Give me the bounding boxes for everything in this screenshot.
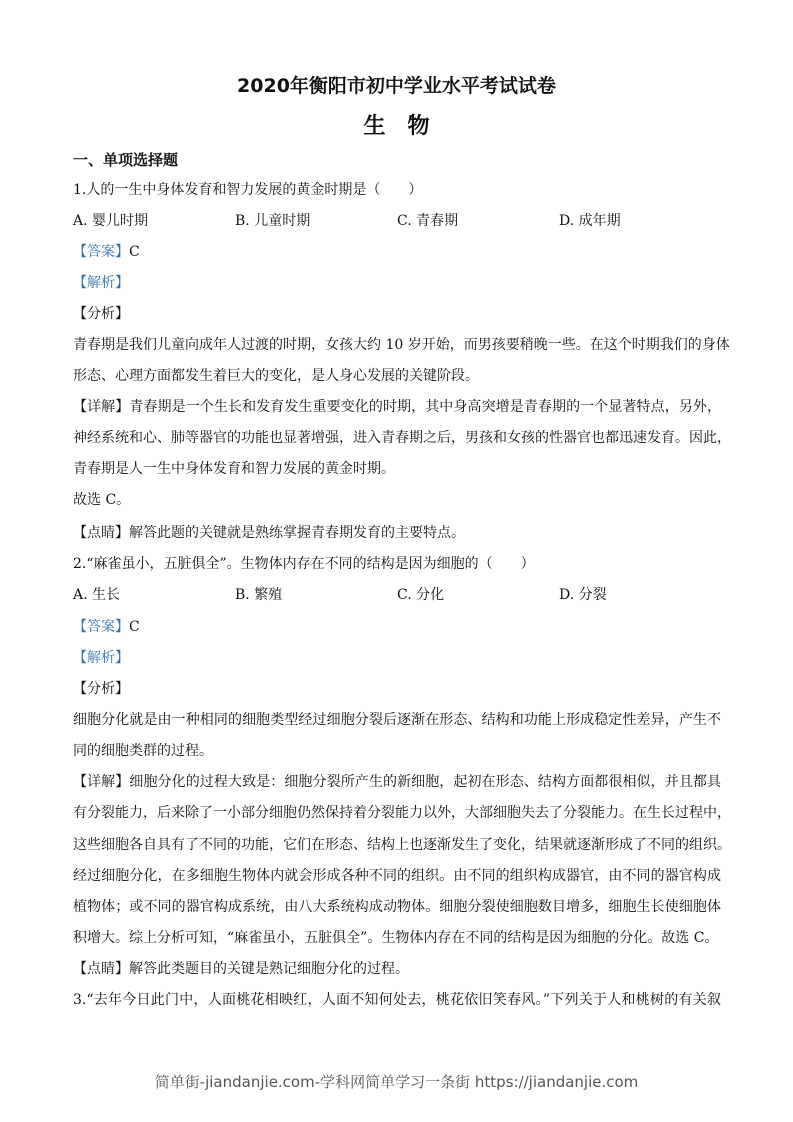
question-1-stem: 1.人的一生中身体发育和智力发展的黄金时期是（ ） — [73, 182, 423, 198]
q1-analysis-line: 青春期是我们儿童向成年人过渡的时期，女孩大约 10 岁开始，而男孩要稍晚一些。在这个时期我们的身体 — [73, 337, 730, 353]
q2-option-c: C. 分化 — [397, 587, 445, 603]
answer-value: C — [129, 619, 140, 635]
q1-jiexi-label: 【解析】 — [73, 275, 129, 291]
q2-option-a: A. 生长 — [73, 587, 121, 603]
q1-option-a: A. 婴儿时期 — [73, 213, 149, 229]
q2-detail-line: 有分裂能力，后来除了一小部分细胞仍然保持着分裂能力以外，大部细胞失去了分裂能力。在生长过程中， — [73, 805, 731, 821]
q1-detail-line: 青春期是人一生中身体发育和智力发展的黄金时期。 — [73, 461, 395, 477]
q1-fenxi-label: 【分析】 — [73, 306, 129, 322]
q2-tip: 【点睛】解答此类题目的关键是熟记细胞分化的过程。 — [73, 961, 409, 977]
q1-option-b: B. 儿童时期 — [235, 213, 311, 229]
q1-tip: 【点睛】解答此题的关键就是熟练掌握青春期发育的主要特点。 — [73, 525, 465, 541]
exam-title: 2020年衡阳市初中学业水平考试试卷 — [237, 75, 556, 97]
q2-jiexi-label: 【解析】 — [73, 650, 129, 666]
q1-option-d: D. 成年期 — [559, 213, 621, 229]
q2-detail-line: 【详解】细胞分化的过程大致是：细胞分裂所产生的新细胞，起初在形态、结构方面都很相似，并且都具 — [73, 774, 721, 790]
q1-detail-line: 神经系统和心、肺等器官的功能也显著增强，进入青春期之后，男孩和女孩的性器官也都迅速发育。因此， — [73, 430, 731, 446]
q2-option-b: B. 繁殖 — [235, 587, 283, 603]
q2-option-d: D. 分裂 — [559, 587, 607, 603]
q2-detail-line: 这些细胞各自具有了不同的功能，它们在形态、结构上也逐渐发生了变化，结果就逐渐形成了不同的组织。 — [73, 837, 731, 853]
q1-option-c: C. 青春期 — [397, 213, 459, 229]
question-3-stem: 3.“去年今日此门中，人面桃花相映红，人面不知何处去，桃花依旧笑春风。”下列关于人和桃树的有关叙 — [73, 992, 721, 1008]
q2-analysis-line: 同的细胞类群的过程。 — [73, 743, 213, 759]
q2-analysis-line: 细胞分化就是由一种相同的细胞类型经过细胞分裂后逐渐在形态、结构和功能上形成稳定性差异，产生不 — [73, 712, 721, 728]
subject-title: 生 物 — [363, 114, 430, 139]
answer-label: 【答案】 — [73, 244, 129, 260]
q2-fenxi-label: 【分析】 — [73, 681, 129, 697]
q2-detail-line: 经过细胞分化，在多细胞生物体内就会形成各种不同的组织。由不同的组织构成器官，由不同的器官构成 — [73, 868, 721, 884]
q2-answer — [73, 618, 721, 636]
page-footer: 简单街-jiandanjie.com-学科网简单学习一条街 https://jiandanjie.com — [154, 1073, 639, 1091]
q2-detail-line: 植物体；或不同的器官构成系统，由八大系统构成动物体。细胞分裂使细胞数目增多，细胞生长使细胞体 — [73, 899, 721, 915]
section-heading: 一、单项选择题 — [73, 151, 179, 169]
answer-value: C — [129, 244, 140, 260]
question-2-stem: 2.“麻雀虽小，五脏俱全”。生物体内存在不同的结构是因为细胞的（ ） — [73, 556, 535, 572]
q1-analysis-line: 形态、心理方面都发生着巨大的变化，是人身心发展的关键阶段。 — [73, 368, 479, 384]
q2-detail-line: 积增大。综上分析可知，“麻雀虽小，五脏俱全”。生物体内存在不同的结构是因为细胞的分化。故选 C。 — [73, 930, 719, 946]
q1-detail-line: 【详解】青春期是一个生长和发育发生重要变化的时期，其中身高突增是青春期的一个显著特点，另外， — [73, 399, 721, 415]
answer-label: 【答案】 — [73, 619, 129, 635]
q1-answer — [73, 243, 721, 261]
q1-choose: 故选 C。 — [73, 492, 131, 508]
